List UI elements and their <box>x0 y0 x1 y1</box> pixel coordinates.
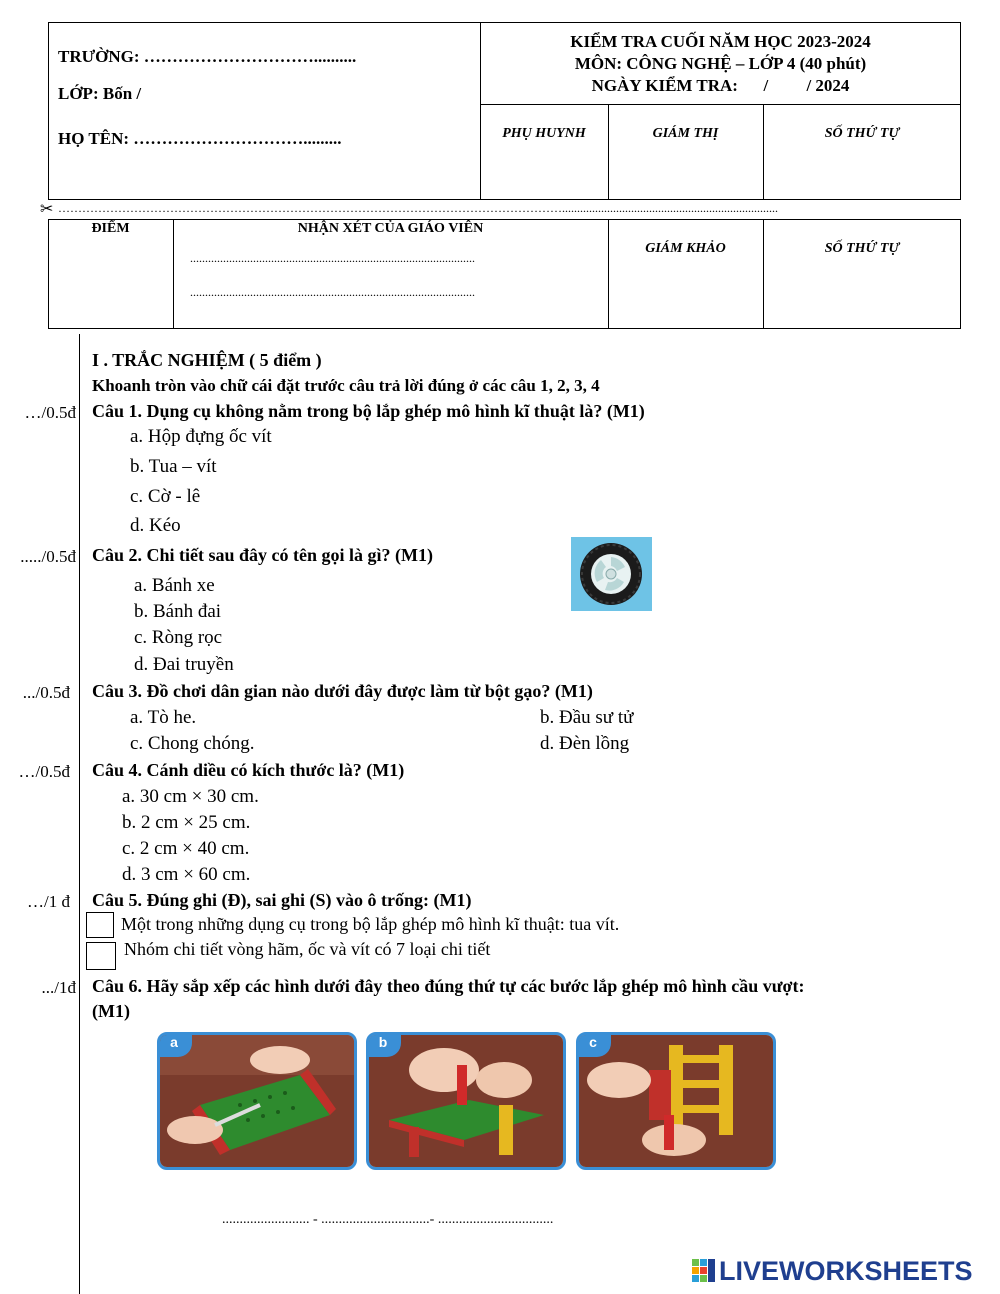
assembly-photo-b[interactable] <box>366 1032 566 1170</box>
q3-option-d[interactable]: d. Đèn lồng <box>540 733 630 754</box>
margin-line <box>79 334 80 1294</box>
q6-text: Câu 6. Hãy sắp xếp các hình dưới đây theo đúng thứ tự các bước lắp ghép mô hình cầu vượt: <box>92 976 805 996</box>
q5-score[interactable]: …/1 đ <box>27 892 70 911</box>
q3-option-a[interactable]: a. Tò he. <box>130 707 197 728</box>
q1-option-d[interactable]: d. Kéo <box>130 515 181 536</box>
liveworksheets-logo-icon <box>692 1259 716 1283</box>
q5-statement-2: Nhóm chi tiết vòng hãm, ốc và vít có 7 loại chi tiết <box>124 939 491 959</box>
order-number-label: SỐ THỨ TỰ <box>824 241 900 256</box>
wheel-image <box>571 537 652 611</box>
q1-text: Câu 1. Dụng cụ không nằm trong bộ lắp ghép mô hình kĩ thuật là? (M1) <box>92 401 645 421</box>
q5-answer-box-1[interactable] <box>86 912 114 938</box>
q1-option-c[interactable]: c. Cờ - lê <box>130 486 201 507</box>
q4-option-c[interactable]: c. 2 cm × 40 cm. <box>122 838 250 859</box>
q2-score[interactable]: ...../0.5đ <box>20 547 76 566</box>
col-order-number: SỐ THỨ TỰ <box>824 126 900 141</box>
q3-option-c[interactable]: c. Chong chóng. <box>130 733 255 754</box>
q2-option-a[interactable]: a. Bánh xe <box>134 575 215 596</box>
photo-b-tag: b <box>366 1032 401 1057</box>
q6-text-level: (M1) <box>92 1001 130 1021</box>
school-label: TRƯỜNG: ………………………….......... <box>58 47 357 66</box>
score-label: ĐIỂM <box>91 221 130 236</box>
assembly-photo-a[interactable] <box>157 1032 357 1170</box>
q6-answer-line[interactable]: ......................... - ...............................- ................................. <box>222 1212 554 1227</box>
photo-c-tag: c <box>576 1032 611 1057</box>
q2-text: Câu 2. Chi tiết sau đây có tên gọi là gì? (M1) <box>92 545 433 565</box>
q4-score[interactable]: …/0.5đ <box>18 762 70 781</box>
q4-option-b[interactable]: b. 2 cm × 25 cm. <box>122 812 251 833</box>
q5-answer-box-2[interactable] <box>86 942 116 970</box>
liveworksheets-logo <box>692 1256 973 1286</box>
q3-text: Câu 3. Đồ chơi dân gian nào dưới đây được làm từ bột gạo? (M1) <box>92 681 593 701</box>
comment-line-1[interactable]: ............................................................................................... <box>190 251 475 265</box>
q2-option-b[interactable]: b. Bánh đai <box>134 601 222 622</box>
exam-date: NGÀY KIỂM TRA: / / 2024 <box>591 76 850 95</box>
exam-subject: MÔN: CÔNG NGHỆ – LỚP 4 (40 phút) <box>574 54 867 73</box>
exam-title: KIỂM TRA CUỐI NĂM HỌC 2023-2024 <box>570 32 871 51</box>
teacher-comment-label: NHẬN XÉT CỦA GIÁO VIÊN <box>297 221 484 236</box>
scissors-icon: ✂ <box>40 199 54 218</box>
q5-statement-1: Một trong những dụng cụ trong bộ lắp ghép mô hình kĩ thuật: tua vít. <box>121 914 620 934</box>
q6-score[interactable]: .../1đ <box>41 978 76 997</box>
q4-option-d[interactable]: d. 3 cm × 60 cm. <box>122 864 251 885</box>
comment-line-2[interactable]: ............................................................................................... <box>190 285 475 299</box>
q3-option-b[interactable]: b. Đầu sư tử <box>540 707 634 728</box>
class-label: LỚP: Bốn / <box>58 84 142 103</box>
name-label: HỌ TÊN: …………………………......... <box>58 129 342 148</box>
col-proctor: GIÁM THỊ <box>652 126 719 141</box>
examiner-label: GIÁM KHẢO <box>645 241 726 256</box>
q2-option-c[interactable]: c. Ròng rọc <box>134 627 223 648</box>
q1-score[interactable]: …/0.5đ <box>24 403 76 422</box>
section-title: I . TRẮC NGHIỆM ( 5 điểm ) <box>92 350 322 370</box>
q5-text: Câu 5. Đúng ghi (Đ), sai ghi (S) vào ô trống: (M1) <box>92 890 472 910</box>
liveworksheets-wordmark: LIVEWORKSHEETS <box>719 1255 973 1286</box>
q1-option-a[interactable]: a. Hộp đựng ốc vít <box>130 426 272 447</box>
q2-option-d[interactable]: d. Đai truyền <box>134 654 234 675</box>
section-instruction: Khoanh tròn vào chữ cái đặt trước câu trả lời đúng ở các câu 1, 2, 3, 4 <box>92 376 600 395</box>
q1-option-b[interactable]: b. Tua – vít <box>130 456 217 477</box>
cut-line: ………………………………………………………………………………………………………………........................................................................ <box>58 201 778 215</box>
q3-score[interactable]: .../0.5đ <box>22 683 70 702</box>
q4-option-a[interactable]: a. 30 cm × 30 cm. <box>122 786 259 807</box>
q4-text: Câu 4. Cánh diều có kích thước là? (M1) <box>92 760 405 780</box>
photo-a-tag: a <box>157 1032 192 1057</box>
col-parent: PHỤ HUYNH <box>502 126 586 141</box>
assembly-photo-c[interactable] <box>576 1032 776 1170</box>
